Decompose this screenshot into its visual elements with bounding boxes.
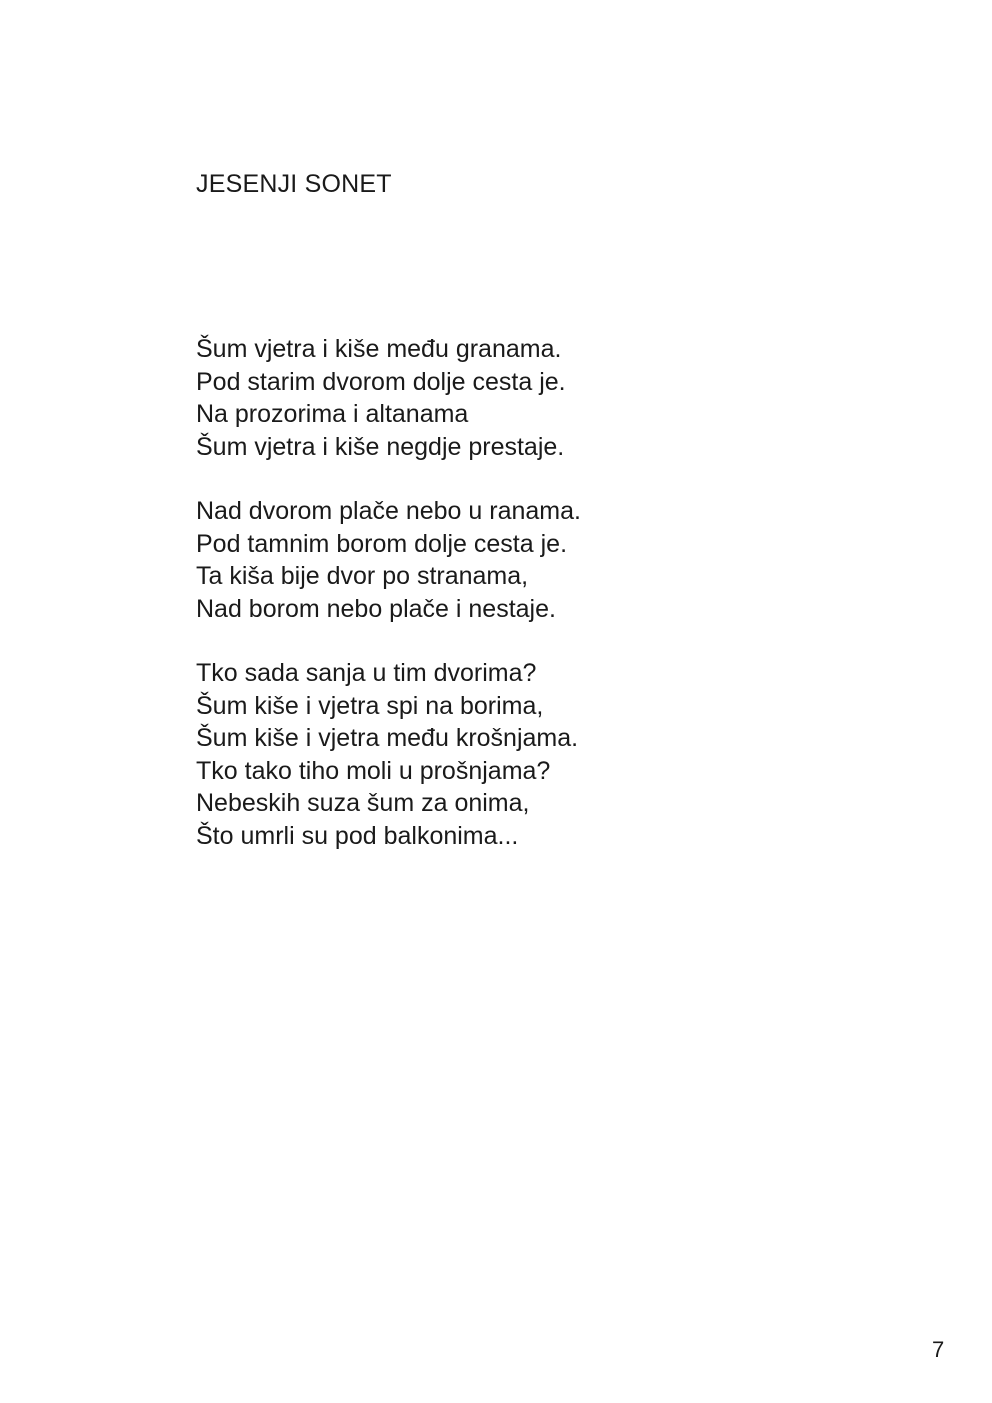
stanza-2: [196, 495, 896, 625]
poem-line: Pod starim dvorom dolje cesta je.: [196, 367, 566, 396]
poem-title: JESENJI SONET: [196, 170, 392, 198]
poem-line: Šum kiše i vjetra među krošnjama.: [196, 724, 579, 752]
poem-line: Šum vjetra i kiše negdje prestaje.: [196, 432, 565, 461]
poem-line: Ta kiša bije dvor po stranama,: [196, 562, 529, 590]
poem-line: Na prozorima i altanama: [196, 400, 469, 428]
page-number: 7: [932, 1337, 945, 1362]
poem-line: Pod tamnim borom dolje cesta je.: [196, 529, 568, 558]
poem-body: [196, 333, 896, 884]
poem-line: Nad dvorom plače nebo u ranama.: [196, 497, 581, 525]
poem-line: Nebeskih suza šum za onima,: [196, 789, 530, 817]
poem-line: Tko tako tiho moli u prošnjama?: [196, 756, 551, 785]
stanza-3: [196, 657, 896, 852]
poem-line: Što umrli su pod balkonima...: [196, 821, 519, 850]
poem-line: Nad borom nebo plače i nestaje.: [196, 594, 556, 623]
poem-line: Šum kiše i vjetra spi na borima,: [196, 691, 544, 720]
stanza-1: [196, 333, 896, 463]
poem-line: Tko sada sanja u tim dvorima?: [196, 659, 537, 687]
poem-line: Šum vjetra i kiše među granama.: [196, 335, 562, 363]
